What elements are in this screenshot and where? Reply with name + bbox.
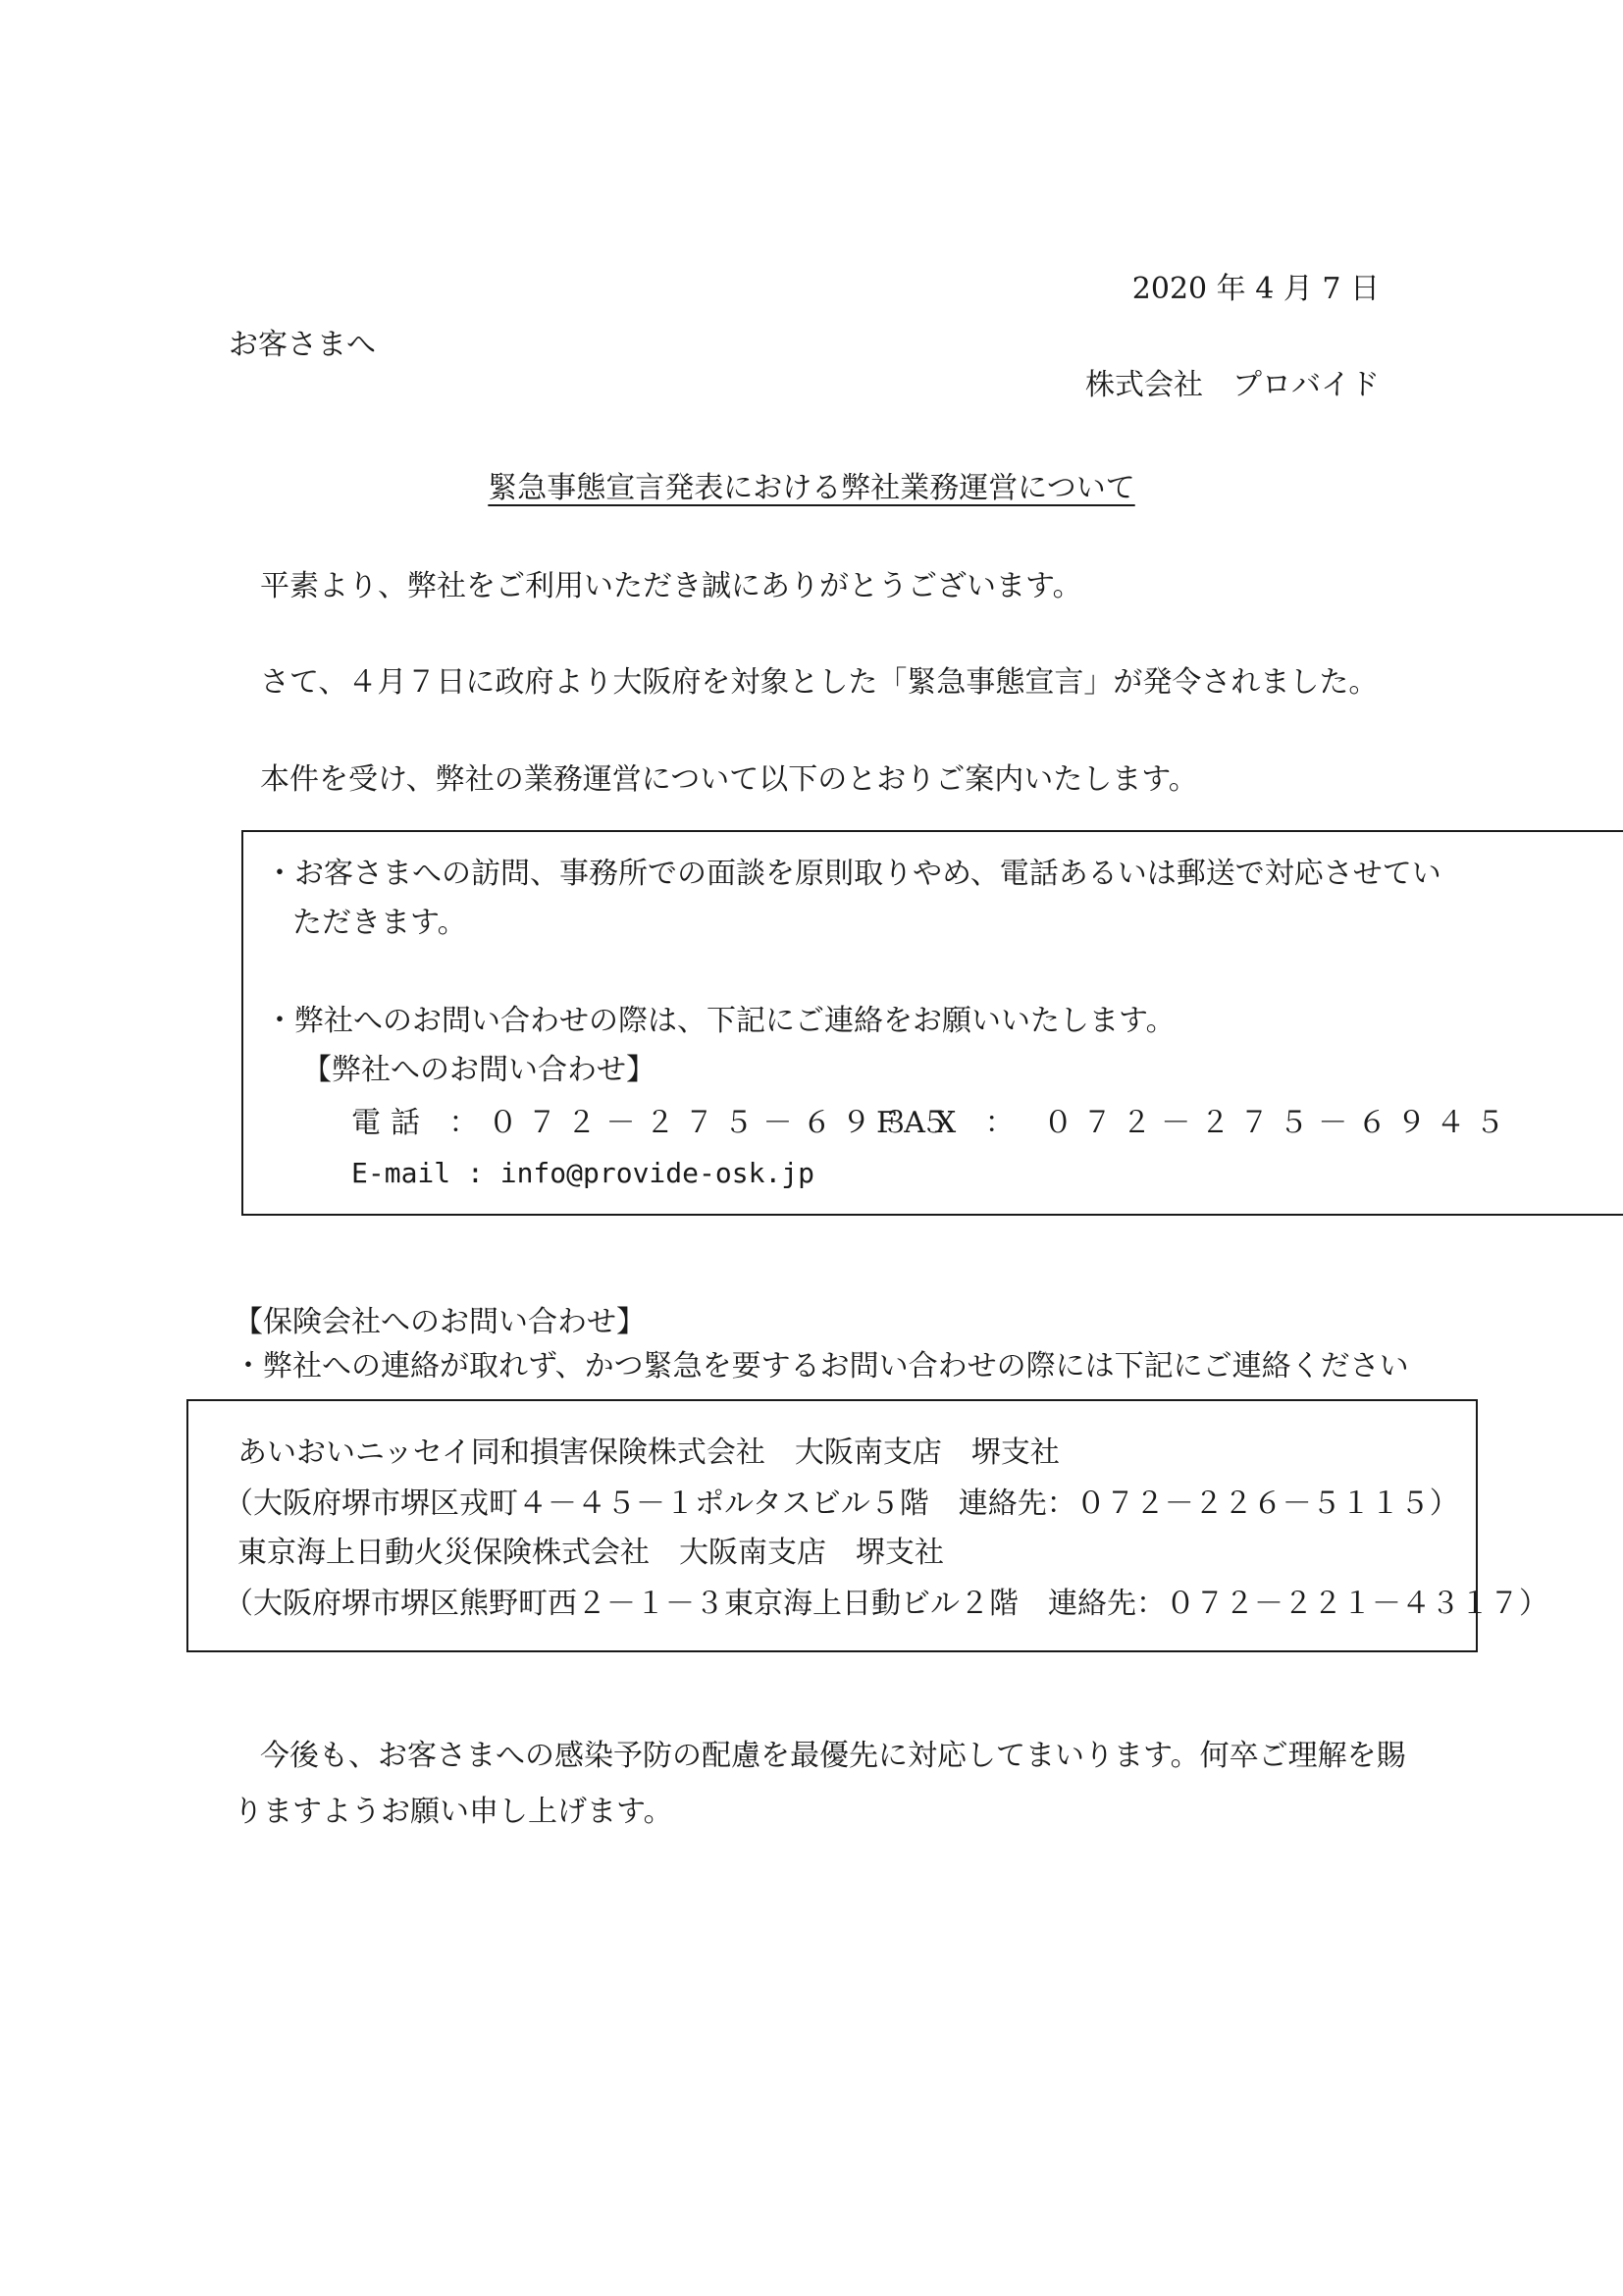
intro-paragraph-1: 平素より、弊社をご利用いただき誠にありがとうございます。 [260, 569, 1082, 603]
closing-line-2: りますようお願い申し上げます。 [234, 1795, 673, 1829]
insurer-2-name: 東京海上日動火災保険株式会社 大阪南支店 堺支社 [237, 1536, 944, 1570]
insurer-1-detail: （大阪府堺市堺区戎町４－４５－１ポルタスビル５階 連絡先：０７２－２２６－５１１５） [224, 1487, 1459, 1521]
contact-fax: FAX ： ０７２－２７５－６９４５ [876, 1106, 1515, 1140]
notice-bullet-2: ・弊社へのお問い合わせの際は、下記にご連絡をお願いいたします。 [265, 1004, 1176, 1038]
notice-bullet-1-line-2: ただきます。 [292, 906, 467, 940]
closing-line-1: 今後も、お客さまへの感染予防の配慮を最優先に対応してまいります。何卒ご理解を賜 [260, 1739, 1406, 1773]
insurer-1-name: あいおいニッセイ同和損害保険株式会社 大阪南支店 堺支社 [237, 1435, 1060, 1470]
contact-email: E-mail : info@provide-osk.jp [351, 1157, 815, 1189]
document-date: 2020 年 4 月 7 日 [1131, 272, 1380, 306]
addressee: お客さまへ [229, 328, 376, 362]
sender-company: 株式会社 プロバイド [1085, 368, 1380, 402]
document-title: 緊急事態宣言発表における弊社業務運営について [488, 471, 1135, 505]
insurance-note: ・弊社への連絡が取れず、かつ緊急を要するお問い合わせの際には下記にご連絡ください [234, 1349, 1409, 1383]
contact-phone: 電話 ：０７２－２７５－６９３５ [351, 1106, 960, 1140]
insurance-contacts-box [186, 1399, 1548, 1652]
intro-paragraph-2: さて、４月７日に政府より大阪府を対象とした「緊急事態宣言」が発令されました。 [260, 665, 1379, 700]
notice-box [241, 830, 1623, 1216]
intro-paragraph-3: 本件を受け、弊社の業務運営について以下のとおりご案内いたします。 [260, 762, 1198, 797]
insurance-heading: 【保険会社へのお問い合わせ】 [234, 1305, 646, 1339]
insurer-2-detail: （大阪府堺市堺区熊野町西２－１－３東京海上日動ビル２階 連絡先：０７２－２２１－４３１７） [224, 1587, 1548, 1621]
contact-heading: 【弊社へのお問い合わせ】 [302, 1053, 655, 1087]
notice-bullet-1-line-1: ・お客さまへの訪問、事務所での面談を原則取りやめ、電話あるいは郵送で対応させてい [265, 857, 1441, 891]
